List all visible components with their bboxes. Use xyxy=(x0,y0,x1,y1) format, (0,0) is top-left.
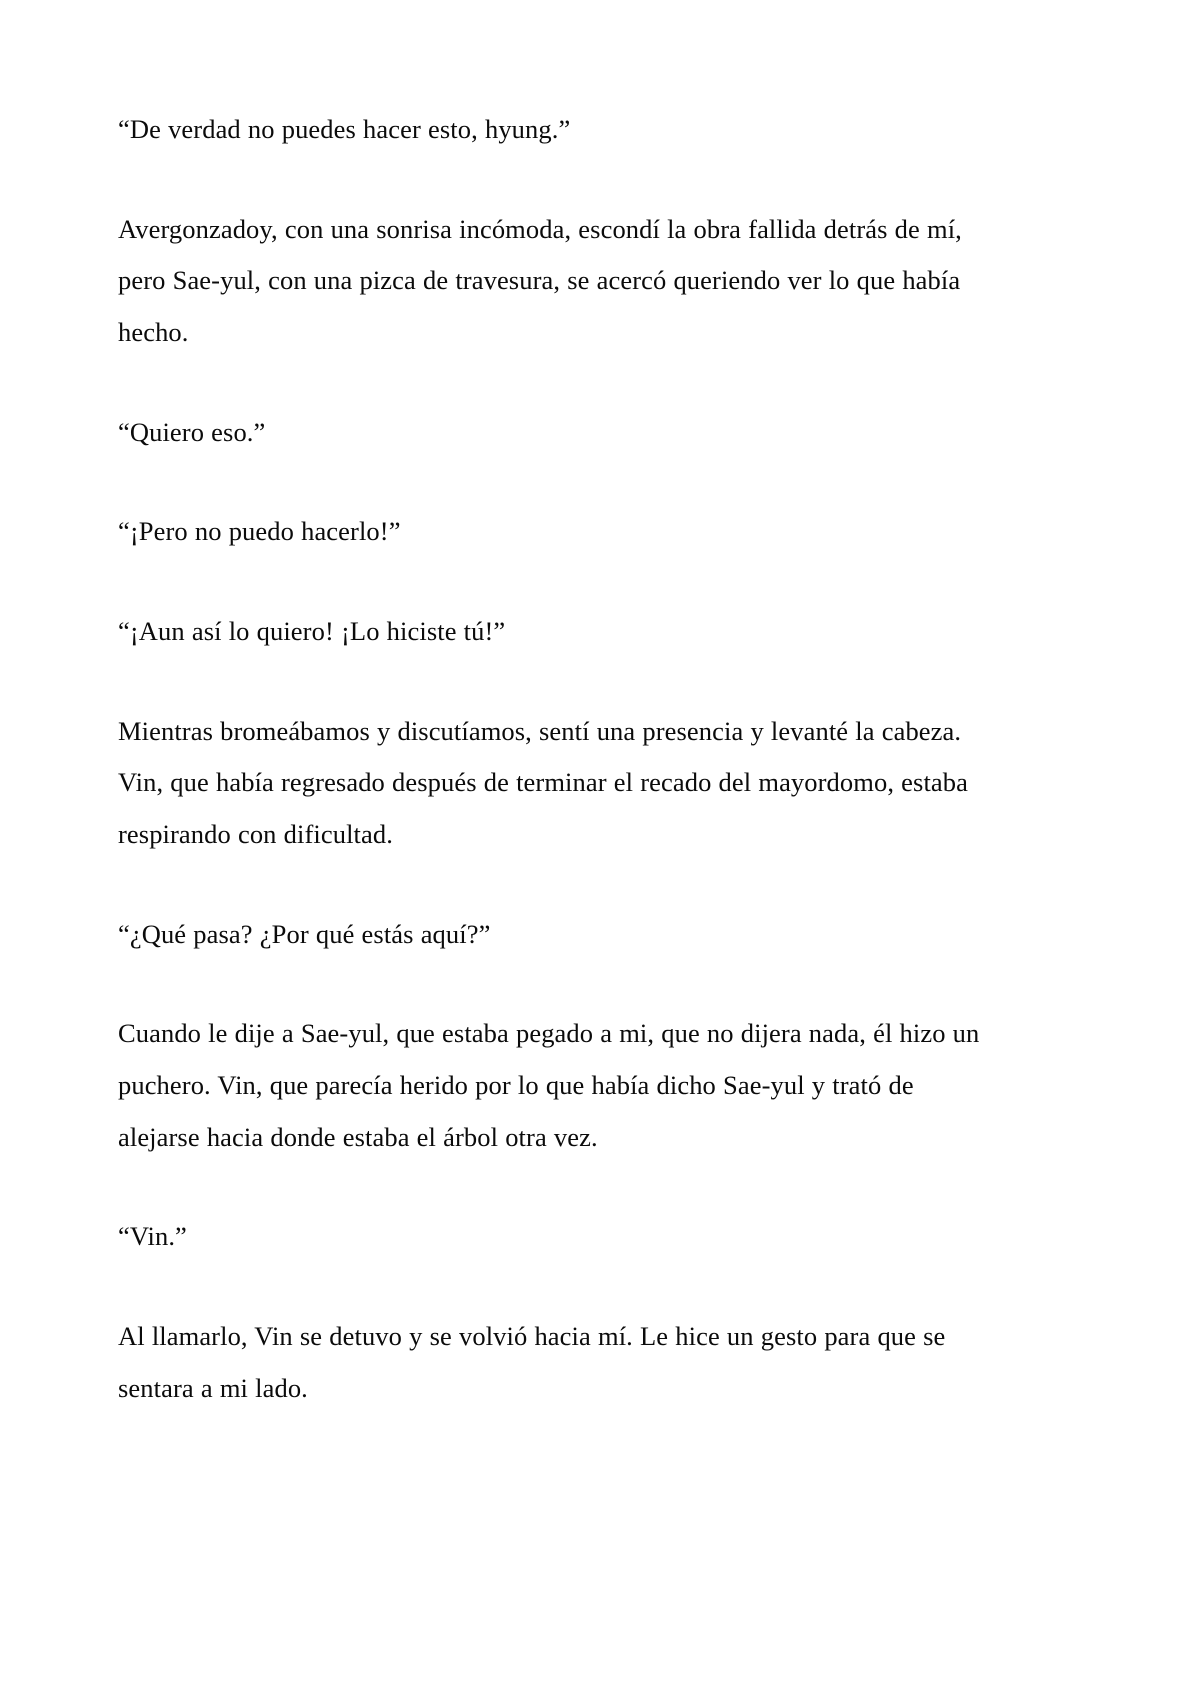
paragraph-dialogue: “¡Pero no puedo hacerlo!” xyxy=(118,516,401,547)
paragraph-narration: Al llamarlo, Vin se detuvo y se volvió hacia mí. Le hice un gesto para que se sentara a mi lado. xyxy=(118,1321,946,1403)
paragraph-dialogue: “¡Aun así lo quiero! ¡Lo hiciste tú!” xyxy=(118,616,506,647)
paragraph-narration: Avergonzadoy, con una sonrisa incómoda, escondí la obra fallida detrás de mí, pero Sae-yul, con una pizca de travesura, se acercó queriendo ver lo que había hecho. xyxy=(118,213,962,348)
paragraph-dialogue: “De verdad no puedes hacer esto, hyung.” xyxy=(118,114,571,144)
paragraph-dialogue: “Quiero eso.” xyxy=(118,416,266,447)
paragraph-dialogue: “¿Qué pasa? ¿Por qué estás aquí?” xyxy=(118,918,491,949)
paragraph-narration: Mientras bromeábamos y discutíamos, sentí una presencia y levanté la cabeza. Vin, que había regresado después de terminar el recado del mayordomo, estaba respirando con dificultad. xyxy=(118,715,968,850)
paragraph-dialogue: “Vin.” xyxy=(118,1221,187,1252)
paragraph-narration: Cuando le dije a Sae-yul, que estaba pegado a mi, que no dijera nada, él hizo un puchero. Vin, que parecía herido por lo que había dicho Sae-yul y trató de alejarse hacia donde estaba el árbol otra vez. xyxy=(118,1018,980,1152)
document-text-body xyxy=(118,104,998,1414)
